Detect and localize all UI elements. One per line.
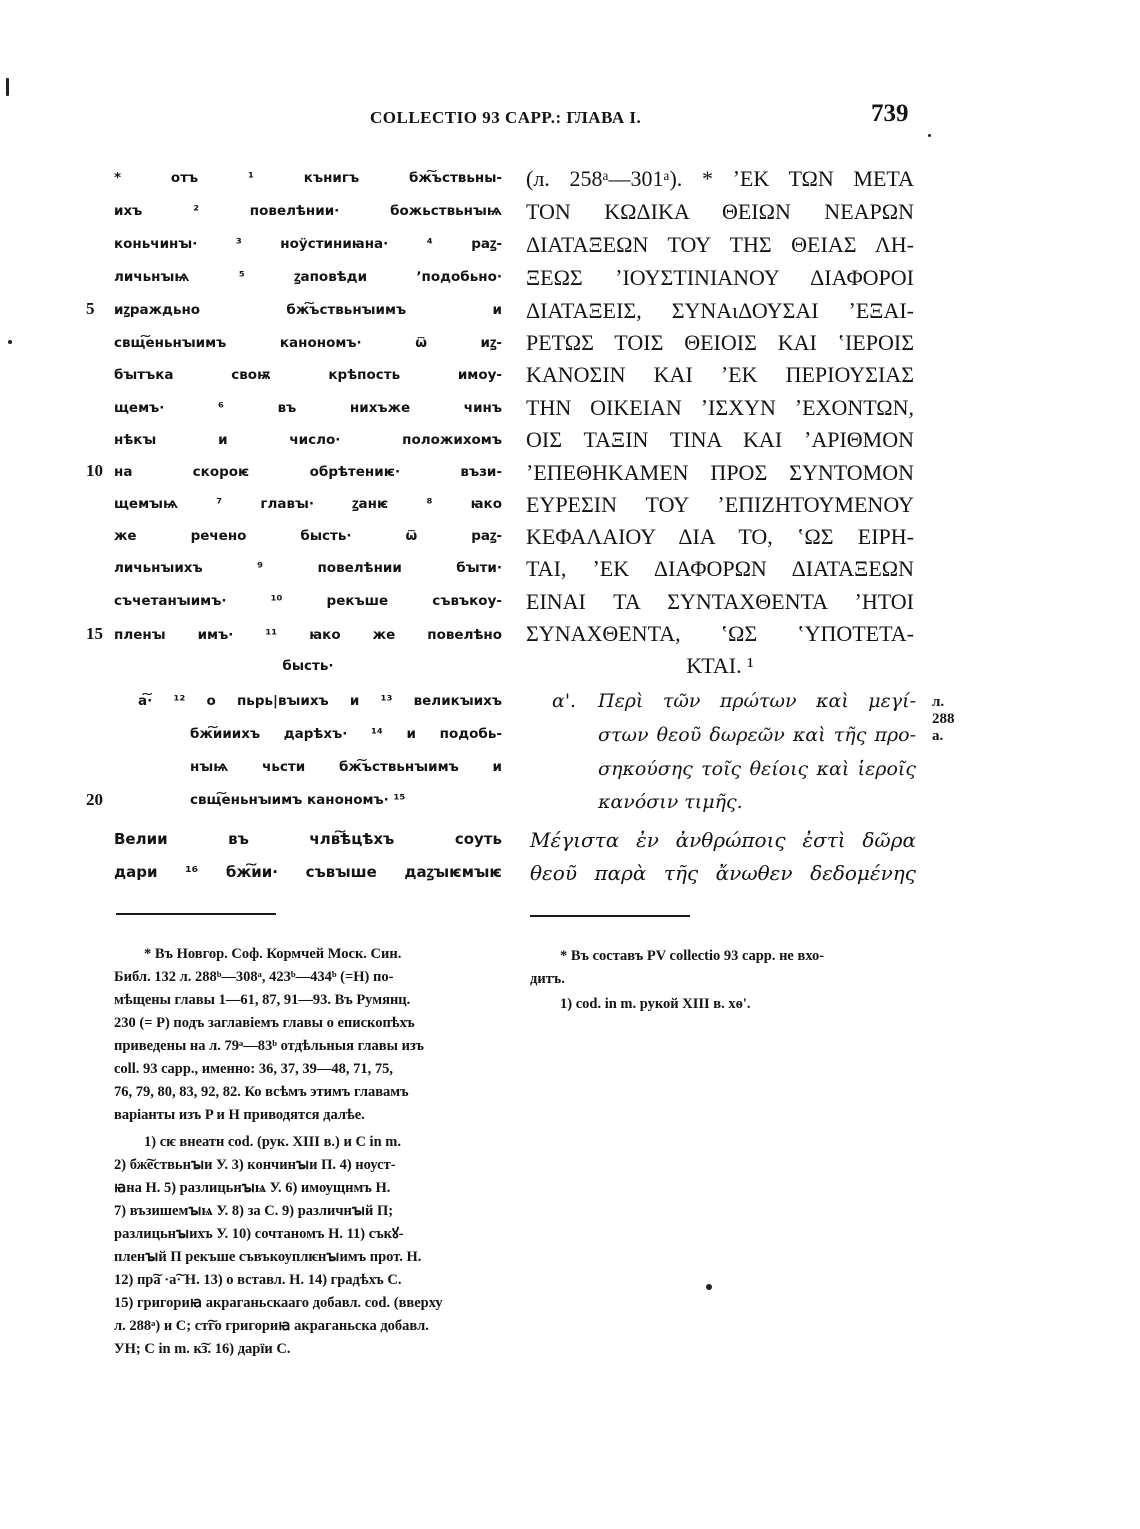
line-number: 10 bbox=[86, 461, 103, 480]
slavonic-line: щемꙑѩ ⁷ главꙑ· ꙁанѥ ⁸ ꙗко bbox=[114, 496, 502, 512]
greek-heading-line: ΕΥΡΕΣΙΝ ΤΟΥ ʼΕΠΙΖΗΤΟΥΜΕΝΟΥ bbox=[526, 492, 914, 517]
slavonic-chapter-line: бж͠ииихъ дарѣхъ· ¹⁴ и подобь- bbox=[190, 726, 502, 742]
greek-chapter-line: στων θεοῦ δωρεῶν καὶ τῆς προ- bbox=[598, 724, 916, 746]
footnote-variant-line: л. 288ᵃ) и C; ст͠го григориꙗ акраганьска добавл. bbox=[114, 1318, 429, 1334]
footnote-line: варіанты изъ P и H приводятся далѣе. bbox=[114, 1107, 365, 1123]
footnote-variant-line: 7) възишемꙑѩ У. 8) за C. 9) различнꙑй П; bbox=[114, 1203, 394, 1219]
slavonic-line: ихъ ² повелѣнии· божьствьнꙑѩ bbox=[114, 203, 502, 219]
footnote-variant-line: 1) сѥ внеатн cod. (рук. XIII в.) и C in m. bbox=[144, 1134, 401, 1150]
footnote-rule-right bbox=[530, 915, 690, 917]
slavonic-line: на скороѥ обрѣтениѥ· възи- bbox=[114, 464, 502, 480]
greek-heading-line: ΚΤΑΙ. ¹ bbox=[686, 653, 754, 678]
slavonic-chapter-line: а͠· ¹² о пьрь|вꙑихъ и ¹³ великꙑихъ bbox=[138, 693, 502, 709]
footnote-line: дитъ. bbox=[530, 971, 565, 987]
greek-heading-line: ΣΥΝΑΧΘΕΝΤΑ, ʽΩΣ ʽΥΠΟΤΕΤΑ- bbox=[526, 621, 914, 646]
chapter-numeral: α'. bbox=[552, 690, 577, 712]
slavonic-line: коньчинꙑ· ³ ноӱстиниꙗна· ⁴ раꙁ- bbox=[114, 236, 502, 252]
greek-heading-line: ΡΕΤΩΣ ΤΟΙΣ ΘΕΙΟΙΣ ΚΑΙ ʽΙΕΡΟΙΣ bbox=[526, 330, 914, 355]
footnote-variant-line: 2) бж͠ествьнꙑи У. 3) кончинꙑи П. 4) ноуст- bbox=[114, 1157, 396, 1173]
greek-heading-line: ΤΟΝ ΚΩΔΙΚΑ ΘΕΙΩΝ ΝΕΑΡΩΝ bbox=[526, 199, 914, 224]
greek-heading-line: ΚΑΝΟΣΙΝ ΚΑΙ ʼΕΚ ΠΕΡΙΟΥΣΙΑΣ bbox=[526, 362, 914, 387]
footnote-variant-line: разлицьнꙑихъ У. 10) сочтаномъ H. 11) съкꙋ- bbox=[114, 1226, 404, 1242]
greek-heading-line: ΕΙΝΑΙ ΤΑ ΣΥΝΤΑΧΘΕΝΤΑ ʼΗΤΟΙ bbox=[526, 589, 914, 614]
scan-mark bbox=[928, 134, 931, 137]
slavonic-line: съчетанꙑимъ· ¹⁰ рекъше съвъкоу- bbox=[114, 593, 502, 609]
footnote-line: * Въ Новгор. Соф. Кормчей Моск. Син. bbox=[144, 946, 402, 962]
greek-chapter-line: Περὶ τῶν πρώτων καὶ μεγί- bbox=[598, 690, 916, 712]
slavonic-line: пленꙑ имъ· ¹¹ ꙗко же повелѣно bbox=[114, 627, 502, 643]
greek-heading-line: ΞΕΩΣ ʼΙΟΥΣΤΙΝΙΑΝΟΥ ΔΙΑΦΟΡΟΙ bbox=[526, 265, 914, 290]
footnote-line: мѣщены главы 1—61, 87, 91—93. Въ Румянц. bbox=[114, 992, 411, 1008]
slavonic-line: свщ͠еньнꙑимъ канономъ· ѿ иꙁ- bbox=[114, 335, 502, 351]
line-number: 20 bbox=[86, 790, 103, 809]
greek-heading-line: ΔΙΑΤΑΞΕΩΝ ΤΟΥ ΤΗΣ ΘΕΙΑΣ ΛΗ- bbox=[526, 232, 914, 257]
scan-mark bbox=[706, 1284, 712, 1290]
slavonic-chapter-line: свщ͠еньнꙑимъ канономъ· ¹⁵ bbox=[190, 792, 406, 808]
scan-mark bbox=[8, 340, 12, 344]
slavonic-line: бꙑтъка своѭ крѣпость имоу- bbox=[114, 367, 502, 383]
greek-heading-line: ʼΕΠΕΘΗΚΑΜΕΝ ΠΡΟΣ ΣΥΝΤΟΜΟΝ bbox=[526, 460, 914, 485]
greek-body-line: Μέγιστα ἐν ἀνθρώποις ἐστὶ δῶρα bbox=[530, 828, 916, 852]
footnote-line: Библ. 132 л. 288ᵇ—308ᵃ, 423ᵇ—434ᵇ (=H) по- bbox=[114, 969, 394, 985]
slavonic-body-line: Велии въ члв͠ѣцѣхъ соуть bbox=[114, 830, 502, 848]
footnote-line: coll. 93 capp., именно: 36, 37, 39—48, 71, 75, bbox=[114, 1061, 394, 1077]
greek-heading-line: (л. 258ᵃ—301ᵃ). * ʼΕΚ ΤΩΝ ΜΕΤΑ bbox=[526, 166, 914, 191]
page-number: 739 bbox=[871, 100, 909, 127]
line-number: 15 bbox=[86, 624, 103, 643]
footnote-variant-line: ꙗна H. 5) разлицьнꙑѩ У. 6) имоущнмъ H. bbox=[114, 1180, 391, 1196]
footnote-variant-line: 15) григориꙗ акраганьскааго добавл. cod. (вверху bbox=[114, 1295, 443, 1311]
footnotes-right bbox=[530, 945, 920, 1016]
greek-heading-line: ΤΗΝ ΟΙΚΕΙΑΝ ʼΙΣΧΥΝ ʼΕΧΟΝΤΩΝ, bbox=[526, 395, 914, 420]
slavonic-body-line: дари ¹⁶ бж͠ии· съвꙑше даꙁꙑѥмꙑѥ bbox=[114, 863, 502, 881]
footnote-variant-line: 12) пр͠а ·а͠· H. 13) о вставл. H. 14) градѣхъ C. bbox=[114, 1272, 402, 1288]
footnote-line: приведены на л. 79ᵃ—83ᵇ отдѣльныя главы изъ bbox=[114, 1038, 424, 1054]
greek-heading-line: ΟΙΣ ΤΑΞΙΝ ΤΙΝΑ ΚΑΙ ʼΑΡΙΘΜΟΝ bbox=[526, 427, 914, 452]
slavonic-line: нѣкꙑ и число· положихомъ bbox=[114, 432, 502, 448]
footnote-line: 76, 79, 80, 83, 92, 82. Ко всѣмъ этимъ главамъ bbox=[114, 1084, 409, 1100]
margin-folio-note: л. 288 а. bbox=[932, 694, 955, 744]
slavonic-line: личьнꙑихъ ⁹ повелѣнии бꙑти· bbox=[114, 560, 502, 576]
greek-chapter-line: κανόσιν τιμῆς. bbox=[598, 791, 743, 813]
slavonic-line: личьнꙑѩ ⁵ ꙁаповѣди ʼподобьно· bbox=[114, 269, 502, 285]
slavonic-line: же речено бысть· ѿ раꙁ- bbox=[114, 528, 502, 544]
footnote-variant-line: УН; C in m. к͠з. 16) дарїи C. bbox=[114, 1341, 291, 1357]
footnote-rule-left bbox=[116, 913, 276, 915]
slavonic-line: иꙁраждьно бж͠ъствьнꙑимъ и bbox=[114, 302, 502, 318]
footnotes-left bbox=[114, 943, 504, 1361]
running-head: COLLECTIO 93 CAPP.: ГЛАВА I. bbox=[370, 108, 642, 127]
greek-heading-line: ΔΙΑΤΑΞΕΙΣ, ΣΥΝΑιΔΟΥΣΑΙ ʼΕΞΑΙ- bbox=[526, 298, 914, 323]
greek-chapter-line: σηκούσης τοῖς θείοις καὶ ἱεροῖς bbox=[598, 758, 916, 780]
line-number: 5 bbox=[86, 299, 95, 318]
greek-heading-line: ΚΕΦΑΛΑΙΟΥ ΔΙΑ ΤΟ, ʽΩΣ ΕΙΡΗ- bbox=[526, 524, 914, 549]
slavonic-line: бысть· bbox=[282, 658, 334, 674]
greek-body-line: θεοῦ παρὰ τῆς ἄνωθεν δεδομένης bbox=[530, 861, 916, 885]
footnote-line: * Въ составъ PV collectio 93 capp. не вхо- bbox=[560, 948, 825, 964]
slavonic-line: щемъ· ⁶ въ нихъже чинъ bbox=[114, 400, 502, 416]
slavonic-line: * отъ ¹ кънигъ бж͠ъствьны- bbox=[114, 170, 502, 186]
greek-heading-line: ΤΑΙ, ʼΕΚ ΔΙΑΦΟΡΩΝ ΔΙΑΤΑΞΕΩΝ bbox=[526, 556, 914, 581]
scan-mark bbox=[6, 78, 9, 96]
footnote-line: 1) cod. in m. рукой XIII в. хѳ'. bbox=[560, 996, 751, 1012]
slavonic-chapter-line: нꙑѩ чьсти бж͠ъствьнꙑимъ и bbox=[190, 759, 502, 775]
footnote-line: 230 (= P) подъ заглавіемъ главы о епископѣхъ bbox=[114, 1015, 415, 1031]
footnote-variant-line: пленꙑй П рекъше съвъкоуплѥнꙑимъ прот. H. bbox=[114, 1249, 422, 1265]
